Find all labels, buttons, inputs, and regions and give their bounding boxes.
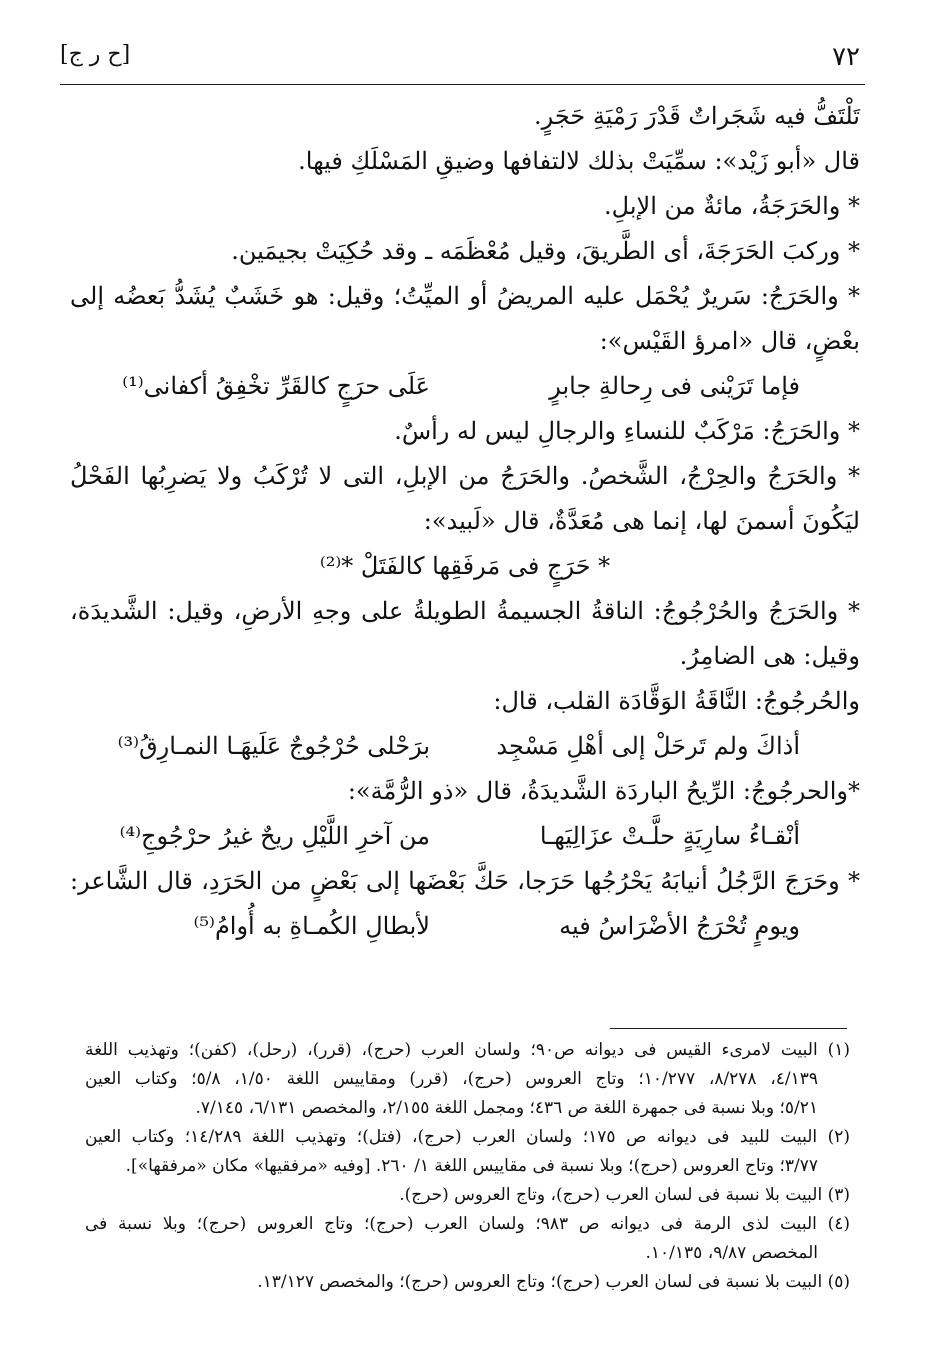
page-header xyxy=(60,38,860,78)
header-rule xyxy=(60,84,865,85)
running-head: [ح ر ج] xyxy=(60,42,131,67)
verse-hemistich-second: عَلَى حرَجٍ كالقَرِّ تخْفِقُ أكفانى⁽¹⁾ xyxy=(122,372,430,400)
verse-hemistich-first: فإما تَرَيْنى فى رِحالةِ جابرٍ xyxy=(549,372,800,400)
footnote-line: ٥/٢١؛ وبلا نسبة فى جمهرة اللغة ص ٤٣٦؛ ومجمل اللغة ٢/١٥٥، والمخصص ٦/١٣١، ٧/١٤٥. xyxy=(195,1098,818,1118)
text-line: * والحَرَجُ والحُرْجُوجُ: الناقةُ الجسيمةُ الطويلةُ على وجهِ الأرضِ، وقيل: الشَّديدَة، xyxy=(70,597,860,625)
text-line: * والحَرَجُ: سَريرٌ يُحْمَل عليه المريضُ أو الميِّتُ؛ وقيل: هو خَشَبٌ يُشَدُّ بَعضُه إلى xyxy=(70,282,860,310)
footnote-line: ٣/٧٧؛ وتاج العروس (حرج)؛ وبلا نسبة فى مقاييس اللغة ١/ ٢٦٠. [وفيه «مرفقيها» مكان «مرفقها»]. xyxy=(125,1156,818,1176)
verse-line xyxy=(70,724,860,769)
main-text xyxy=(70,94,860,949)
text-line: ليَكُونَ أسمنَ لها، إنما هى مُعَدَّةٌ، قال «لَبيد»: xyxy=(423,507,860,535)
text-line: * والحَرَجُ: مَرْكَبٌ للنساءِ والرجالِ ليس له رأسٌ. xyxy=(394,417,860,445)
text-line: بعْضٍ، قال «امرؤ القَيْس»: xyxy=(599,327,860,355)
verse-line xyxy=(70,904,860,949)
text-line: والحُرجُوجُ: النَّاقَةُ الوَقَّادَة القلب، قال: xyxy=(493,687,860,715)
text-line: تَلْتَفُّ فيه شَجَراتٌ قَدْرَ رَمْيَةِ حَجَرٍ. xyxy=(534,102,860,130)
text-line: *والحرجُوجُ: الرِّيحُ الباردَة الشَّديدَةُ، قال «ذو الرُّمَّة»: xyxy=(347,777,860,805)
footnote-line: المخصص ٩/٨٧، ١٠/١٣٥. xyxy=(645,1243,818,1263)
text-line: قال «أبو زَيْد»: سمِّيَتْ بذلك لالتفافها وضيقِ المَسْلَكِ فيها. xyxy=(298,147,860,175)
verse-line xyxy=(70,814,860,859)
verse-hemistich-first: أذاكَ ولم تَرحَلْ إلى أهْلِ مَسْجِد xyxy=(496,732,800,760)
footnotes xyxy=(85,1036,850,1297)
verse-hemistich-second: برَحْلى حُرْجُوجٌ عَلَيهَـا النمـارِقُ⁽³⁾ xyxy=(117,732,430,760)
text-line: * وحَرَجَ الرَّجُلُ أنيابَهُ يَحْرُجُها حَرَجا، حَكَّ بَعْضَها إلى بَعْضٍ من الحَرَدِ، قال الشَّاعر: xyxy=(70,867,860,895)
footnote-line: (٣) البيت بلا نسبة فى لسان العرب (حرج)، وتاج العروس (حرج). xyxy=(399,1185,850,1205)
text-line: * وركبَ الحَرَجَةَ، أى الطَّريقَ، وقيل مُعْظَمَه ـ وقد حُكِيَتْ بجيمَين. xyxy=(231,237,860,265)
verse-hemistich-first: ويومٍ تُحْرَجُ الأضْرَاسُ فيه xyxy=(559,912,800,940)
footnote-line: (٥) البيت بلا نسبة فى لسان العرب (حرج)؛ وتاج العروس (حرج)؛ والمخصص ١٣/١٢٧. xyxy=(257,1272,850,1292)
page-number: ٧٢ xyxy=(832,42,860,72)
text-line: * والحَرَجَةُ، مائةٌ من الإبلِ. xyxy=(604,192,860,220)
verse-line xyxy=(70,364,860,409)
verse-hemistich-first: أنْقـاءُ سارِيَةٍ حلَّـتْ عزَالِيَهـا xyxy=(539,822,800,850)
footnote-rule xyxy=(610,1028,847,1029)
verse-hemistich-second: من آخرِ اللَّيْلِ ريحٌ غيرُ حرْجُوجِ⁽⁴⁾ xyxy=(119,822,430,850)
footnote-line: (١) البيت لامرىء القيس فى ديوانه ص٩٠؛ ولسان العرب (حرج)، (قرر)، (رحل)، (كفن)؛ وتهذيب اللغة xyxy=(85,1040,850,1060)
verse-line: * حَرَجٍ فى مَرفَقِها كالفَتَلْ *⁽²⁾ xyxy=(319,552,611,580)
text-line: * والحَرَجُ والحِرْجُ، الشَّخصُ. والحَرَجُ من الإبلِ، التى لا تُرْكَبُ ولا يَضرِبُها الفَحْلُ xyxy=(70,462,860,490)
footnote-line: (٤) البيت لذى الرمة فى ديوانه ص ٩٨٣؛ ولسان العرب (حرج)؛ وتاج العروس (حرج)؛ وبلا نسبة فى xyxy=(85,1214,850,1234)
text-line: وقيل: هى الضامِرُ. xyxy=(679,642,860,670)
footnote-line: ٤/١٣٩، ٨/٢٧٨، ١٠/٢٧٧؛ وتاج العروس (حرج)، (قرر) ومقاييس اللغة ١/٥٠، ٥/٨؛ وكتاب العين xyxy=(85,1069,819,1089)
footnote-line: (٢) البيت للبيد فى ديوانه ص ١٧٥؛ ولسان العرب (حرج)، (فتل)؛ وتهذيب اللغة ١٤/٢٨٩؛ وكتاب العين xyxy=(85,1127,850,1147)
verse-hemistich-second: لأبطالِ الكُمـاةِ به أُوامُ⁽⁵⁾ xyxy=(193,912,430,940)
